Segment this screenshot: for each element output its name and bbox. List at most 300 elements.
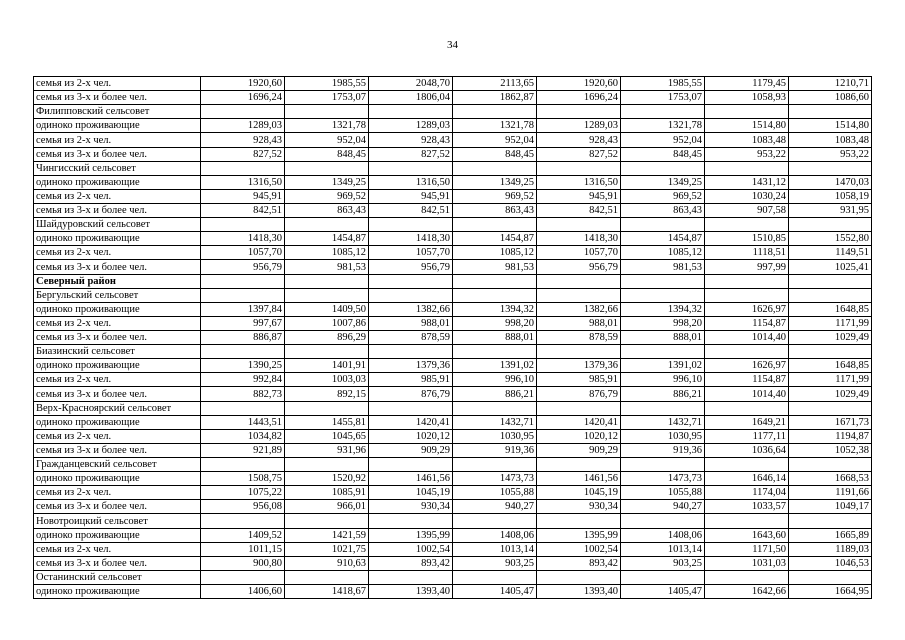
value-cell xyxy=(369,288,453,302)
value-cell: 997,99 xyxy=(705,260,789,274)
table-body xyxy=(34,77,872,599)
value-cell: 878,59 xyxy=(537,330,621,344)
value-cell: 1394,32 xyxy=(621,302,705,316)
value-cell: 1316,50 xyxy=(369,175,453,189)
value-cell xyxy=(789,401,872,415)
row-label: одиноко проживающие xyxy=(34,528,201,542)
value-cell xyxy=(705,274,789,288)
value-cell: 892,15 xyxy=(285,387,369,401)
value-cell xyxy=(621,218,705,232)
tariff-table xyxy=(33,76,872,599)
value-cell: 1086,60 xyxy=(789,91,872,105)
settlement-name: Филипповский сельсовет xyxy=(34,105,201,119)
value-cell: 1189,03 xyxy=(789,542,872,556)
section-header-row xyxy=(34,218,872,232)
value-cell xyxy=(705,457,789,471)
value-cell: 1454,87 xyxy=(621,232,705,246)
value-cell xyxy=(537,401,621,415)
value-cell xyxy=(201,288,285,302)
value-cell: 1316,50 xyxy=(537,175,621,189)
row-label: семья из 2-х чел. xyxy=(34,542,201,556)
value-cell: 1696,24 xyxy=(201,91,285,105)
value-cell: 1025,41 xyxy=(789,260,872,274)
value-cell: 1174,04 xyxy=(705,486,789,500)
value-cell: 1642,66 xyxy=(705,584,789,598)
value-cell xyxy=(621,161,705,175)
value-cell: 981,53 xyxy=(621,260,705,274)
section-header-row xyxy=(34,514,872,528)
value-cell xyxy=(789,288,872,302)
table-row xyxy=(34,232,872,246)
value-cell: 878,59 xyxy=(369,330,453,344)
value-cell: 1316,50 xyxy=(201,175,285,189)
value-cell: 1058,19 xyxy=(789,189,872,203)
value-cell: 1349,25 xyxy=(621,175,705,189)
value-cell: 1194,87 xyxy=(789,429,872,443)
value-cell: 1552,80 xyxy=(789,232,872,246)
value-cell: 1454,87 xyxy=(453,232,537,246)
row-label: семья из 2-х чел. xyxy=(34,429,201,443)
value-cell: 966,01 xyxy=(285,500,369,514)
value-cell: 1510,85 xyxy=(705,232,789,246)
value-cell xyxy=(789,161,872,175)
value-cell: 1470,03 xyxy=(789,175,872,189)
value-cell: 928,43 xyxy=(369,133,453,147)
settlement-name: Шайдуровский сельсовет xyxy=(34,218,201,232)
value-cell xyxy=(285,161,369,175)
value-cell: 1393,40 xyxy=(369,584,453,598)
value-cell: 996,10 xyxy=(621,373,705,387)
value-cell xyxy=(705,570,789,584)
value-cell: 863,43 xyxy=(453,203,537,217)
value-cell xyxy=(201,457,285,471)
value-cell xyxy=(453,288,537,302)
value-cell: 1020,12 xyxy=(537,429,621,443)
value-cell: 1443,51 xyxy=(201,415,285,429)
table-row xyxy=(34,359,872,373)
value-cell: 1289,03 xyxy=(537,119,621,133)
value-cell: 1391,02 xyxy=(453,359,537,373)
value-cell xyxy=(705,401,789,415)
value-cell: 1406,60 xyxy=(201,584,285,598)
value-cell xyxy=(705,288,789,302)
value-cell: 1154,87 xyxy=(705,316,789,330)
value-cell: 1002,54 xyxy=(369,542,453,556)
value-cell: 1030,95 xyxy=(453,429,537,443)
value-cell: 1420,41 xyxy=(369,415,453,429)
value-cell: 1030,95 xyxy=(621,429,705,443)
table-row xyxy=(34,203,872,217)
value-cell: 1394,32 xyxy=(453,302,537,316)
value-cell: 893,42 xyxy=(537,556,621,570)
value-cell: 1753,07 xyxy=(285,91,369,105)
value-cell: 945,91 xyxy=(369,189,453,203)
section-header-row xyxy=(34,401,872,415)
table-row xyxy=(34,133,872,147)
value-cell: 1011,15 xyxy=(201,542,285,556)
value-cell xyxy=(705,514,789,528)
table-row xyxy=(34,77,872,91)
district-header-row xyxy=(34,274,872,288)
value-cell: 956,79 xyxy=(369,260,453,274)
value-cell xyxy=(201,401,285,415)
value-cell: 1391,02 xyxy=(621,359,705,373)
value-cell: 1626,97 xyxy=(705,359,789,373)
page-number: 34 xyxy=(447,39,458,51)
value-cell: 1382,66 xyxy=(537,302,621,316)
value-cell xyxy=(789,570,872,584)
value-cell: 1013,14 xyxy=(453,542,537,556)
value-cell xyxy=(621,401,705,415)
value-cell: 1002,54 xyxy=(537,542,621,556)
value-cell xyxy=(369,218,453,232)
table-row xyxy=(34,175,872,189)
table-row xyxy=(34,373,872,387)
value-cell xyxy=(789,218,872,232)
value-cell: 1349,25 xyxy=(285,175,369,189)
value-cell: 1013,14 xyxy=(621,542,705,556)
value-cell: 827,52 xyxy=(201,147,285,161)
section-header-row xyxy=(34,161,872,175)
value-cell: 827,52 xyxy=(537,147,621,161)
table-row xyxy=(34,119,872,133)
value-cell: 1420,41 xyxy=(537,415,621,429)
value-cell: 1646,14 xyxy=(705,472,789,486)
table-row xyxy=(34,415,872,429)
value-cell: 1055,88 xyxy=(453,486,537,500)
section-header-row xyxy=(34,457,872,471)
table-row xyxy=(34,246,872,260)
value-cell xyxy=(705,218,789,232)
table-row xyxy=(34,147,872,161)
value-cell: 1046,53 xyxy=(789,556,872,570)
row-label: семья из 3-х и более чел. xyxy=(34,556,201,570)
value-cell xyxy=(369,274,453,288)
value-cell: 876,79 xyxy=(537,387,621,401)
value-cell: 1014,40 xyxy=(705,387,789,401)
value-cell: 1171,99 xyxy=(789,316,872,330)
table-row xyxy=(34,429,872,443)
value-cell: 1665,89 xyxy=(789,528,872,542)
settlement-name: Бергульский сельсовет xyxy=(34,288,201,302)
value-cell: 1664,95 xyxy=(789,584,872,598)
value-cell xyxy=(537,161,621,175)
value-cell: 886,21 xyxy=(621,387,705,401)
value-cell xyxy=(285,345,369,359)
value-cell: 910,63 xyxy=(285,556,369,570)
value-cell: 1696,24 xyxy=(537,91,621,105)
value-cell: 1085,91 xyxy=(285,486,369,500)
value-cell: 1405,47 xyxy=(453,584,537,598)
table-row xyxy=(34,91,872,105)
value-cell xyxy=(369,345,453,359)
value-cell: 985,91 xyxy=(537,373,621,387)
value-cell: 1033,57 xyxy=(705,500,789,514)
value-cell xyxy=(453,218,537,232)
value-cell: 998,20 xyxy=(621,316,705,330)
table-row xyxy=(34,542,872,556)
value-cell xyxy=(453,161,537,175)
table-row xyxy=(34,500,872,514)
value-cell: 1154,87 xyxy=(705,373,789,387)
value-cell xyxy=(285,218,369,232)
value-cell: 997,67 xyxy=(201,316,285,330)
settlement-name: Останинский сельсовет xyxy=(34,570,201,584)
value-cell: 1401,91 xyxy=(285,359,369,373)
value-cell: 1045,19 xyxy=(369,486,453,500)
value-cell: 1382,66 xyxy=(369,302,453,316)
value-cell xyxy=(453,514,537,528)
row-label: семья из 3-х и более чел. xyxy=(34,387,201,401)
value-cell: 1671,73 xyxy=(789,415,872,429)
value-cell: 956,79 xyxy=(537,260,621,274)
value-cell: 981,53 xyxy=(453,260,537,274)
value-cell: 1862,87 xyxy=(453,91,537,105)
value-cell: 953,22 xyxy=(789,147,872,161)
value-cell: 909,29 xyxy=(537,443,621,457)
value-cell: 1395,99 xyxy=(369,528,453,542)
value-cell: 842,51 xyxy=(537,203,621,217)
value-cell: 903,25 xyxy=(453,556,537,570)
settlement-name: Чингисский сельсовет xyxy=(34,161,201,175)
value-cell: 896,29 xyxy=(285,330,369,344)
value-cell: 1085,12 xyxy=(621,246,705,260)
settlement-name: Верх-Красноярский сельсовет xyxy=(34,401,201,415)
value-cell xyxy=(621,570,705,584)
value-cell: 1049,17 xyxy=(789,500,872,514)
value-cell: 930,34 xyxy=(369,500,453,514)
value-cell: 1321,78 xyxy=(453,119,537,133)
value-cell: 1920,60 xyxy=(201,77,285,91)
value-cell: 863,43 xyxy=(285,203,369,217)
value-cell xyxy=(369,570,453,584)
value-cell: 945,91 xyxy=(201,189,285,203)
value-cell xyxy=(285,401,369,415)
value-cell xyxy=(285,288,369,302)
value-cell: 882,73 xyxy=(201,387,285,401)
value-cell: 940,27 xyxy=(621,500,705,514)
section-header-row xyxy=(34,345,872,359)
value-cell: 919,36 xyxy=(453,443,537,457)
value-cell: 1508,75 xyxy=(201,472,285,486)
value-cell: 1379,36 xyxy=(369,359,453,373)
table-row xyxy=(34,330,872,344)
value-cell: 1920,60 xyxy=(537,77,621,91)
value-cell xyxy=(537,218,621,232)
value-cell: 1648,85 xyxy=(789,302,872,316)
value-cell: 945,91 xyxy=(537,189,621,203)
row-label: одиноко проживающие xyxy=(34,232,201,246)
value-cell: 1075,22 xyxy=(201,486,285,500)
value-cell: 1083,48 xyxy=(789,133,872,147)
value-cell xyxy=(369,161,453,175)
section-header-row xyxy=(34,288,872,302)
value-cell: 1626,97 xyxy=(705,302,789,316)
value-cell: 1408,06 xyxy=(453,528,537,542)
row-label: семья из 2-х чел. xyxy=(34,77,201,91)
settlement-name: Гражданцевский сельсовет xyxy=(34,457,201,471)
value-cell: 1179,45 xyxy=(705,77,789,91)
value-cell: 842,51 xyxy=(369,203,453,217)
table-row xyxy=(34,302,872,316)
value-cell: 2048,70 xyxy=(369,77,453,91)
value-cell: 931,96 xyxy=(285,443,369,457)
value-cell: 1668,53 xyxy=(789,472,872,486)
value-cell: 1393,40 xyxy=(537,584,621,598)
table-row xyxy=(34,556,872,570)
value-cell: 988,01 xyxy=(369,316,453,330)
value-cell: 952,04 xyxy=(621,133,705,147)
value-cell: 1085,12 xyxy=(453,246,537,260)
value-cell xyxy=(285,514,369,528)
row-label: семья из 3-х и более чел. xyxy=(34,330,201,344)
value-cell: 940,27 xyxy=(453,500,537,514)
value-cell: 1029,49 xyxy=(789,387,872,401)
value-cell: 992,84 xyxy=(201,373,285,387)
value-cell: 1036,64 xyxy=(705,443,789,457)
row-label: одиноко проживающие xyxy=(34,359,201,373)
value-cell xyxy=(453,401,537,415)
section-header-row xyxy=(34,570,872,584)
value-cell xyxy=(285,105,369,119)
value-cell xyxy=(789,514,872,528)
value-cell: 1289,03 xyxy=(369,119,453,133)
table-row xyxy=(34,443,872,457)
value-cell xyxy=(285,570,369,584)
value-cell: 1083,48 xyxy=(705,133,789,147)
value-cell: 998,20 xyxy=(453,316,537,330)
value-cell: 1321,78 xyxy=(285,119,369,133)
value-cell xyxy=(201,345,285,359)
value-cell xyxy=(789,345,872,359)
value-cell: 928,43 xyxy=(201,133,285,147)
value-cell: 848,45 xyxy=(453,147,537,161)
table-row xyxy=(34,189,872,203)
value-cell: 1405,47 xyxy=(621,584,705,598)
value-cell: 1421,59 xyxy=(285,528,369,542)
value-cell xyxy=(537,570,621,584)
value-cell xyxy=(705,105,789,119)
value-cell: 842,51 xyxy=(201,203,285,217)
value-cell: 1473,73 xyxy=(621,472,705,486)
value-cell: 1520,92 xyxy=(285,472,369,486)
value-cell xyxy=(537,514,621,528)
value-cell: 956,79 xyxy=(201,260,285,274)
row-label: одиноко проживающие xyxy=(34,119,201,133)
value-cell: 1514,80 xyxy=(705,119,789,133)
value-cell xyxy=(201,570,285,584)
table-row xyxy=(34,316,872,330)
value-cell xyxy=(369,457,453,471)
value-cell: 900,80 xyxy=(201,556,285,570)
row-label: одиноко проживающие xyxy=(34,472,201,486)
settlement-name: Биазинский сельсовет xyxy=(34,345,201,359)
value-cell: 1418,30 xyxy=(537,232,621,246)
value-cell: 827,52 xyxy=(369,147,453,161)
value-cell: 1289,03 xyxy=(201,119,285,133)
value-cell: 1349,25 xyxy=(453,175,537,189)
row-label: семья из 3-х и более чел. xyxy=(34,91,201,105)
value-cell: 888,01 xyxy=(621,330,705,344)
value-cell xyxy=(705,161,789,175)
value-cell xyxy=(621,457,705,471)
row-label: семья из 2-х чел. xyxy=(34,316,201,330)
value-cell: 952,04 xyxy=(285,133,369,147)
value-cell: 1461,56 xyxy=(537,472,621,486)
value-cell xyxy=(453,274,537,288)
value-cell: 2113,65 xyxy=(453,77,537,91)
value-cell: 1029,49 xyxy=(789,330,872,344)
value-cell: 969,52 xyxy=(285,189,369,203)
value-cell: 893,42 xyxy=(369,556,453,570)
value-cell: 1649,21 xyxy=(705,415,789,429)
row-label: одиноко проживающие xyxy=(34,302,201,316)
value-cell xyxy=(621,274,705,288)
table-row xyxy=(34,528,872,542)
value-cell: 903,25 xyxy=(621,556,705,570)
value-cell: 1085,12 xyxy=(285,246,369,260)
row-label: семья из 3-х и более чел. xyxy=(34,500,201,514)
value-cell: 981,53 xyxy=(285,260,369,274)
value-cell: 1007,86 xyxy=(285,316,369,330)
value-cell: 1031,03 xyxy=(705,556,789,570)
value-cell: 907,58 xyxy=(705,203,789,217)
value-cell: 1418,67 xyxy=(285,584,369,598)
value-cell: 1390,25 xyxy=(201,359,285,373)
value-cell: 1408,06 xyxy=(621,528,705,542)
value-cell: 1409,52 xyxy=(201,528,285,542)
value-cell xyxy=(621,105,705,119)
value-cell: 1045,19 xyxy=(537,486,621,500)
value-cell xyxy=(453,345,537,359)
value-cell xyxy=(453,570,537,584)
value-cell: 876,79 xyxy=(369,387,453,401)
value-cell: 1014,40 xyxy=(705,330,789,344)
value-cell: 1418,30 xyxy=(201,232,285,246)
value-cell: 1057,70 xyxy=(201,246,285,260)
value-cell: 956,08 xyxy=(201,500,285,514)
value-cell xyxy=(201,274,285,288)
value-cell: 1418,30 xyxy=(369,232,453,246)
value-cell: 1055,88 xyxy=(621,486,705,500)
value-cell xyxy=(789,457,872,471)
value-cell: 930,34 xyxy=(537,500,621,514)
section-header-row xyxy=(34,105,872,119)
row-label: одиноко проживающие xyxy=(34,175,201,189)
value-cell: 1149,51 xyxy=(789,246,872,260)
value-cell: 1455,81 xyxy=(285,415,369,429)
value-cell xyxy=(201,105,285,119)
value-cell: 888,01 xyxy=(453,330,537,344)
value-cell xyxy=(201,218,285,232)
value-cell: 1454,87 xyxy=(285,232,369,246)
value-cell: 1321,78 xyxy=(621,119,705,133)
value-cell: 928,43 xyxy=(537,133,621,147)
value-cell: 1052,38 xyxy=(789,443,872,457)
value-cell: 1057,70 xyxy=(369,246,453,260)
row-label: семья из 2-х чел. xyxy=(34,373,201,387)
value-cell: 1395,99 xyxy=(537,528,621,542)
value-cell xyxy=(453,457,537,471)
value-cell xyxy=(369,401,453,415)
value-cell: 909,29 xyxy=(369,443,453,457)
table-row xyxy=(34,486,872,500)
row-label: одиноко проживающие xyxy=(34,415,201,429)
value-cell: 969,52 xyxy=(621,189,705,203)
value-cell: 1985,55 xyxy=(285,77,369,91)
value-cell: 985,91 xyxy=(369,373,453,387)
row-label: одиноко проживающие xyxy=(34,584,201,598)
